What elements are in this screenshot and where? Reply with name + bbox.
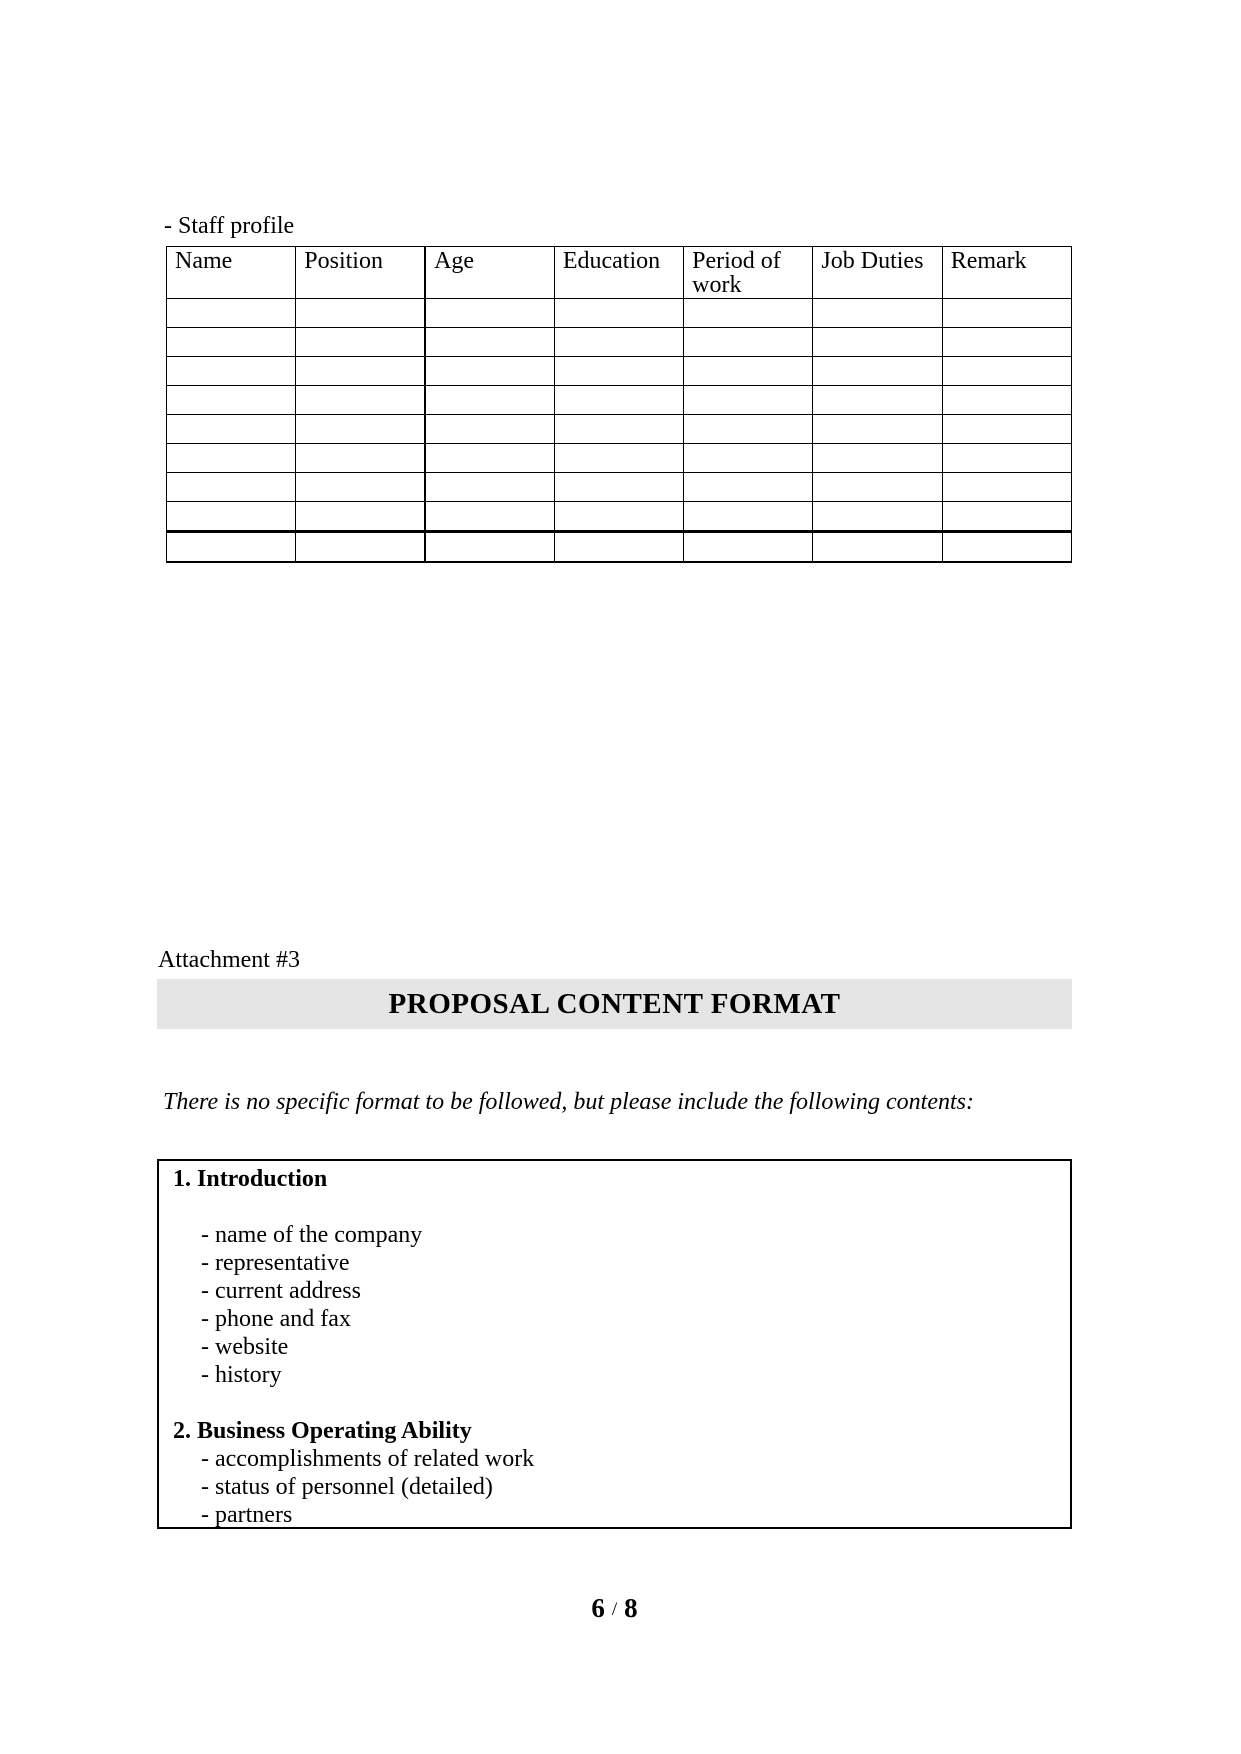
staff-table-cell [813, 415, 942, 444]
page-number [157, 1593, 1072, 1624]
staff-table-cell [554, 473, 683, 502]
staff-table-cell [425, 328, 554, 357]
staff-table-cell [296, 357, 425, 386]
staff-table-cell [684, 473, 813, 502]
staff-table-cell [942, 328, 1071, 357]
staff-table-cell [296, 502, 425, 532]
staff-table-cell [554, 502, 683, 532]
contents-box [157, 1159, 1072, 1529]
staff-table-header-row [167, 247, 1072, 299]
section-1-item: - current address [201, 1278, 361, 1304]
staff-table-cell [167, 502, 296, 532]
staff-table-cell [167, 386, 296, 415]
staff-profile-table [166, 246, 1072, 563]
staff-table-row [167, 299, 1072, 328]
staff-table-cell [813, 444, 942, 473]
staff-table-row [167, 444, 1072, 473]
staff-table-cell [425, 532, 554, 563]
staff-table-cell [554, 444, 683, 473]
section-1-item: - representative [201, 1250, 350, 1276]
section-1-item: - name of the company [201, 1222, 423, 1248]
section-2-item: - partners [201, 1502, 293, 1528]
staff-table-cell [813, 473, 942, 502]
staff-table-cell [942, 532, 1071, 563]
column-header-education: Education [554, 247, 683, 299]
staff-table-cell [167, 357, 296, 386]
attachment-label: Attachment #3 [158, 947, 300, 973]
staff-table-row [167, 357, 1072, 386]
staff-table-cell [167, 444, 296, 473]
staff-table-cell [942, 444, 1071, 473]
staff-table-cell [684, 328, 813, 357]
staff-table-cell [296, 532, 425, 563]
section-1-item: - website [201, 1334, 289, 1360]
section-1-item: - history [201, 1362, 282, 1388]
column-header-remark: Remark [942, 247, 1071, 299]
staff-table-header [167, 247, 1072, 299]
section-2-heading: 2. Business Operating Ability [173, 1418, 472, 1444]
column-header-job-duties: Job Duties [813, 247, 942, 299]
attachment-banner [157, 979, 1072, 1029]
staff-table-cell [425, 299, 554, 328]
banner-title: PROPOSAL CONTENT FORMAT [388, 988, 841, 1020]
staff-table-cell [296, 473, 425, 502]
staff-table-row [167, 473, 1072, 502]
staff-table-cell [813, 299, 942, 328]
staff-table-cell [942, 386, 1071, 415]
section-2-item: - status of personnel (detailed) [201, 1474, 493, 1500]
blank-line [173, 1389, 1060, 1417]
column-header-period-of-work: Period of work [684, 247, 813, 299]
staff-table-cell [425, 415, 554, 444]
staff-table-cell [813, 532, 942, 563]
staff-table-cell [296, 444, 425, 473]
staff-table-cell [554, 415, 683, 444]
section-1-item: - phone and fax [201, 1306, 351, 1332]
column-header-position: Position [296, 247, 425, 299]
staff-table-cell [296, 386, 425, 415]
column-header-name: Name [167, 247, 296, 299]
blank-line [173, 1193, 1060, 1221]
section-2-item: - accomplishments of related work [201, 1446, 535, 1472]
staff-table-cell [942, 299, 1071, 328]
staff-table-row [167, 328, 1072, 357]
staff-table-row [167, 386, 1072, 415]
staff-table-cell [942, 415, 1071, 444]
staff-table-cell [167, 328, 296, 357]
staff-table-cell [684, 415, 813, 444]
staff-table-cell [425, 502, 554, 532]
format-note: There is no specific format to be followed, but please include the following contents: [163, 1089, 974, 1115]
staff-table-cell [167, 532, 296, 563]
staff-profile-label: - Staff profile [164, 213, 295, 239]
staff-table-cell [942, 473, 1071, 502]
staff-table-row [167, 532, 1072, 563]
staff-table-cell [813, 502, 942, 532]
staff-table-cell [167, 473, 296, 502]
section-1-heading: 1. Introduction [173, 1166, 328, 1192]
column-header-age: Age [425, 247, 554, 299]
staff-table-cell [167, 299, 296, 328]
staff-table-cell [425, 357, 554, 386]
staff-table-row [167, 415, 1072, 444]
staff-table-row [167, 502, 1072, 532]
staff-table-body [167, 299, 1072, 563]
staff-table-cell [554, 532, 683, 563]
staff-table-cell [942, 357, 1071, 386]
staff-table-cell [425, 444, 554, 473]
staff-table-cell [684, 386, 813, 415]
staff-table-cell [554, 386, 683, 415]
staff-table-cell [684, 502, 813, 532]
staff-table-cell [813, 386, 942, 415]
staff-table-cell [554, 357, 683, 386]
staff-table-cell [813, 328, 942, 357]
total-page-number: 8 [624, 1593, 638, 1623]
staff-table-cell [554, 299, 683, 328]
staff-table-cell [296, 415, 425, 444]
staff-table-cell [425, 386, 554, 415]
staff-table-cell [296, 299, 425, 328]
staff-table-cell [684, 444, 813, 473]
staff-table-cell [554, 328, 683, 357]
staff-table-cell [684, 532, 813, 563]
staff-table-cell [684, 357, 813, 386]
staff-table-cell [813, 357, 942, 386]
page-number-separator: / [611, 1599, 618, 1620]
staff-table-cell [684, 299, 813, 328]
current-page-number: 6 [591, 1593, 605, 1623]
staff-table-cell [296, 328, 425, 357]
staff-table-cell [167, 415, 296, 444]
staff-table-cell [425, 473, 554, 502]
staff-table-cell [942, 502, 1071, 532]
